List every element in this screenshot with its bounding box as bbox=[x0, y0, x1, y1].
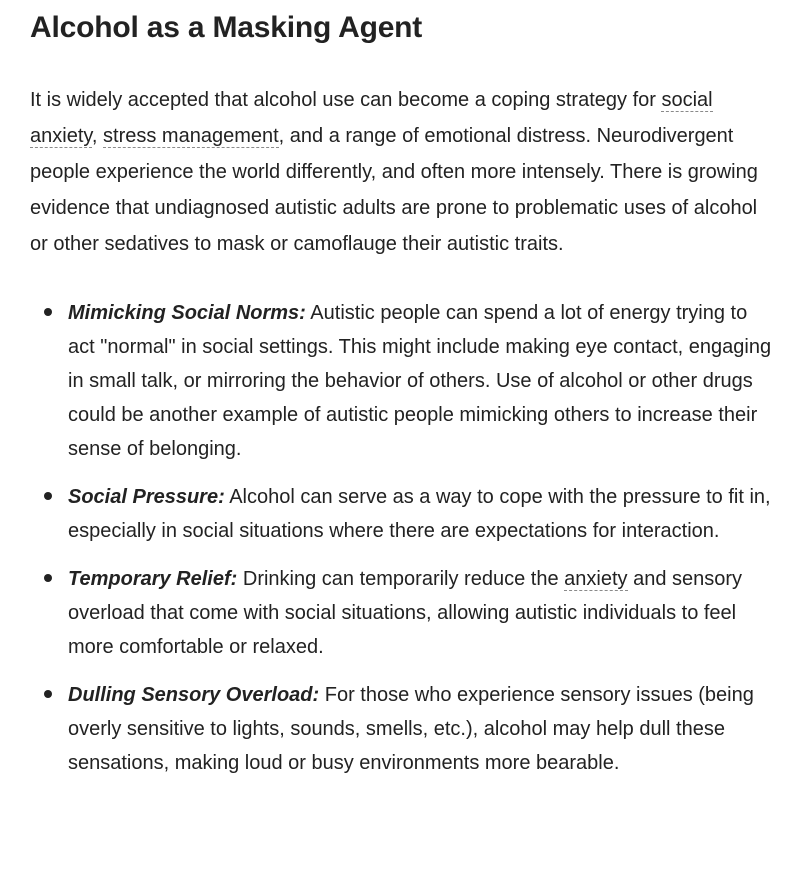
list-item-text: Autistic people can spend a lot of energy trying to act "normal" in social settings. This might include making eye contact, engaging in small talk, or mirroring the behavior of others. Use of alcohol or other drugs could be another example of autistic people mimicking others to increase their sense of belonging. bbox=[68, 302, 772, 460]
list-item-text: For those who experience sensory issues (being overly sensitive to lights, sounds, smells, etc.), alcohol may help dull these sensations, making loud or busy environments more bearable. bbox=[68, 684, 754, 774]
section-heading: Alcohol as a Masking Agent bbox=[30, 11, 423, 44]
list-item-text: Drinking can temporarily reduce the bbox=[237, 568, 565, 590]
list-item bbox=[30, 296, 776, 466]
social-anxiety-link[interactable]: social anxiety bbox=[30, 89, 713, 147]
intro-text-separator: , bbox=[91, 125, 104, 147]
list-item-text: Alcohol can serve as a way to cope with the pressure to fit in, especially in social situations where there are expectations for interaction. bbox=[68, 486, 771, 542]
list-item bbox=[30, 480, 776, 548]
bullet-icon bbox=[44, 690, 52, 698]
intro-paragraph bbox=[30, 82, 776, 262]
list-item-term: Mimicking Social Norms: bbox=[68, 302, 306, 324]
list-item-text-end: and sensory overload that come with social situations, allowing autistic individuals to feel more comfortable or relaxed. bbox=[68, 568, 743, 658]
bullet-icon bbox=[44, 574, 52, 582]
bullet-icon bbox=[44, 308, 52, 316]
stress-management-link[interactable]: stress management bbox=[103, 125, 279, 147]
bullet-icon bbox=[44, 492, 52, 500]
anxiety-link[interactable]: anxiety bbox=[564, 568, 628, 590]
masking-reasons-list bbox=[30, 296, 776, 780]
intro-text-end: , and a range of emotional distress. Neurodivergent people experience the world differently, and often more intensely. There is growing evidence that undiagnosed autistic adults are prone to problematic uses of alcohol or other sedatives to mask or camoflauge their autistic traits. bbox=[30, 125, 758, 255]
list-item-term: Social Pressure: bbox=[68, 486, 225, 508]
intro-text-start: It is widely accepted that alcohol use can become a coping strategy for bbox=[30, 89, 662, 111]
list-item-term: Temporary Relief: bbox=[68, 568, 238, 590]
list-item-term: Dulling Sensory Overload: bbox=[68, 684, 320, 706]
list-item bbox=[30, 562, 776, 664]
list-item bbox=[30, 678, 776, 780]
